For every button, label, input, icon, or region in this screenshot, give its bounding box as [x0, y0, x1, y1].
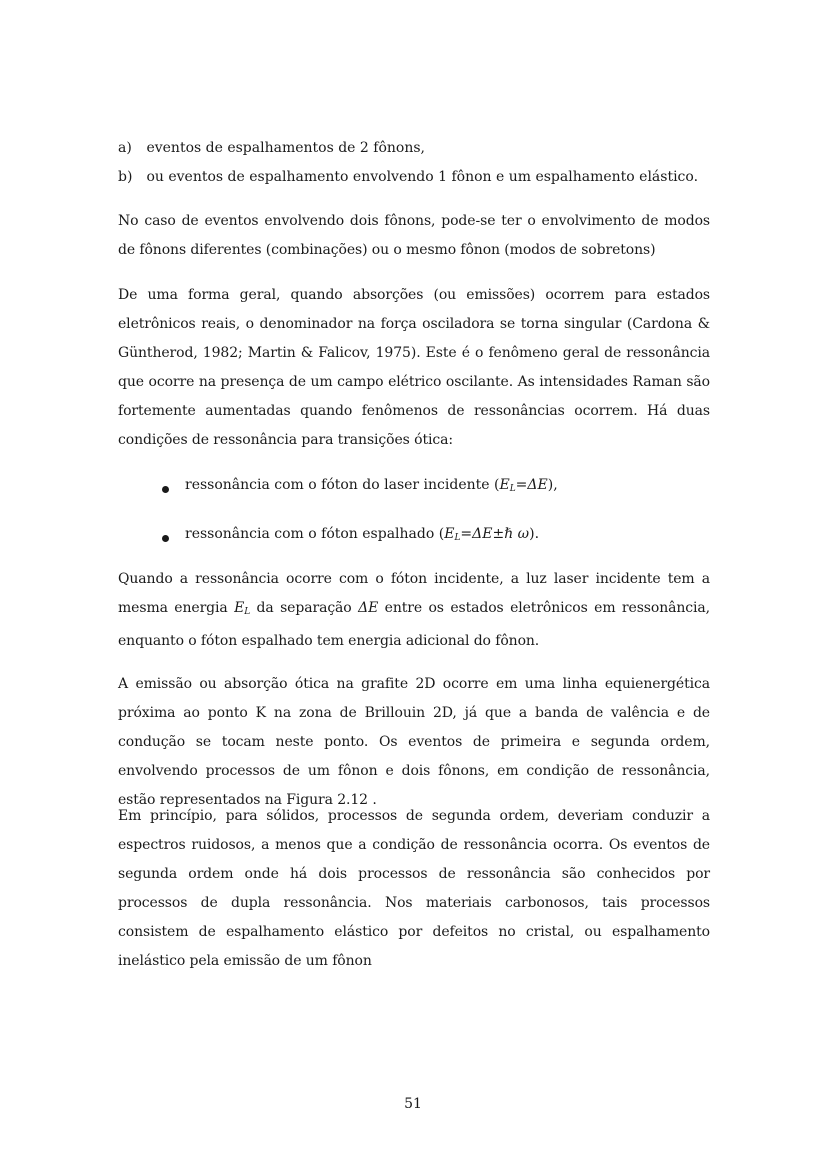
- list-item: [118, 163, 710, 192]
- bullet-list: [162, 471, 662, 549]
- page-number: 51: [404, 1096, 422, 1112]
- list-item-text: eventos de espalhamentos de 2 fônons,: [146, 140, 425, 156]
- list-item-label: b): [118, 169, 133, 185]
- bullet-item: [162, 520, 662, 549]
- bullet-item: [162, 471, 662, 500]
- enumerated-list: [118, 134, 710, 192]
- list-item-text: ou eventos de espalhamento envolvendo 1 fônon e um espalhamento elástico.: [146, 169, 699, 185]
- bullet-dot-icon: [162, 535, 169, 542]
- paragraph-double-resonance: Em princípio, para sólidos, processos de segunda ordem, deveriam conduzir a espectros ruidosos, a menos que a condição de ressonância ocorra. Os eventos de segunda ordem onde há dois processos de ressonância são conhecidos por processos de dupla ressonância. Nos materiais carbonosos, tais processos consistem de espalhamento elástico por defeitos no cristal, ou espalhamento inelástico pela emissão de um fônon: [118, 808, 710, 969]
- list-item: [118, 134, 710, 163]
- paragraph-graphite-2d: A emissão ou absorção ótica na grafite 2D ocorre em uma linha equienergética próxima ao ponto K na zona de Brillouin 2D, já que a banda de valência e de condução se tocam neste ponto. Os eventos de primeira e segunda ordem, envolvendo processos de um fônon e dois fônons, em condição de ressonância, estão representados na Figura 2.12 .: [118, 676, 710, 808]
- list-item-label: a): [118, 140, 132, 156]
- bullet-dot-icon: [162, 486, 169, 493]
- bullet-text: ressonância com o fóton do laser incidente $(E_L=\Delta E)$,: [185, 477, 558, 494]
- bullet-text: ressonância com o fóton espalhado ($E_L=\Delta E\pm\hbar$ ω).: [185, 526, 540, 543]
- paragraph-two-phonon: No caso de eventos envolvendo dois fônons, pode-se ter o envolvimento de modos de fônons diferentes (combinações) ou o mesmo fônon (modos de sobretons): [118, 213, 710, 258]
- paragraph-incident-photon: Quando a ressonância ocorre com o fóton incidente, a luz laser incidente tem a mesma energia $E_L$ da separação ΔE entre os estados eletrônicos em ressonância, enquanto o fóton espalhado tem energia adicional do fônon.: [118, 571, 711, 649]
- paragraph-resonance: De uma forma geral, quando absorções (ou emissões) ocorrem para estados eletrônicos reais, o denominador na força osciladora se torna singular (Cardona & Güntherod, 1982; Martin & Falicov, 1975). Este é o fenômeno geral de ressonância que ocorre na presença de um campo elétrico oscilante. As intensidades Raman são fortemente aumentadas quando fenômenos de ressonâncias ocorrem. Há duas condições de ressonância para transições ótica:: [118, 287, 710, 448]
